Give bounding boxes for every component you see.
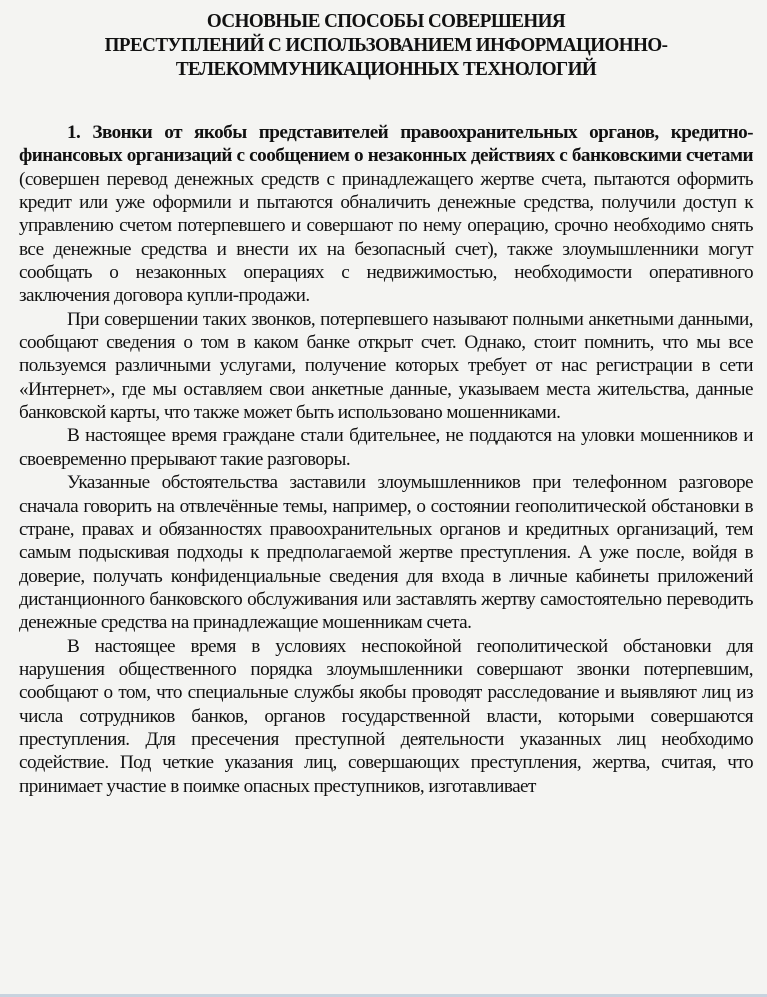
paragraph-1 bbox=[19, 121, 753, 308]
paragraph-3: В настоящее время граждане стали бдительнее, не поддаются на уловки мошенников и своевременно прерывают такие разговоры. bbox=[19, 425, 753, 470]
title-line: ОСНОВНЫЕ СПОСОБЫ СОВЕРШЕНИЯ bbox=[206, 10, 566, 32]
paragraph-2: При совершении таких звонков, потерпевшего называют полными анкетными данными, сообщают сведения о том в каком банке открыт счет. Однако, стоит помнить, что мы все пользуемся различными услугами, получение которых требует от нас регистрации в сети «Интернет», где мы оставляем свои анкетные данные, указываем места жительства, данные банковской карты, что также может быть использовано мошенниками. bbox=[19, 308, 753, 424]
paragraph-5: В настоящее время в условиях неспокойной геополитической обстановки для нарушения общественного порядка злоумышленники совершают звонки потерпевшим, сообщают о том, что специальные службы якобы проводят расследование и выявляют лиц из числа сотрудников банков, органов государственной власти, которыми совершаются преступления. Для пресечения преступной деятельности указанных лиц необходимо содействие. Под четкие указания лиц, совершающих преступления, жертва, считая, что принимает участие в поимке опасных преступников, изготавливает bbox=[19, 635, 753, 797]
document-body bbox=[19, 121, 753, 798]
title-line: ТЕЛЕКОММУНИКАЦИОННЫХ ТЕХНОЛОГИЙ bbox=[175, 58, 597, 80]
paragraph-text: (совершен перевод денежных средств с принадлежащего жертве счета, пытаются оформить кредит или уже оформили и пытаются обналичить денежные средства, получили доступ к управлению счетом потерпевшего и совершают по нему операцию, срочно необходимо снять все денежные средства и внести их на безопасный счет), также злоумышленники могут сообщать о незаконных операциях с недвижимостью, необходимости оперативного заключения договора купли-продажи. bbox=[19, 168, 753, 307]
paragraph-heading: 1. Звонки от якобы представителей правоохранительных органов, кредитно-финансовых организаций с сообщением о незаконных действиях с банковскими счетами bbox=[19, 122, 753, 167]
paragraph-4: Указанные обстоятельства заставили злоумышленников при телефонном разговоре сначала говорить на отвлечённые темы, например, о состоянии геополитической обстановки в стране, правах и обязанностях правоохранительных органов и кредитных организаций, тем самым подыскивая подходы к предполагаемой жертве преступления. А уже после, войдя в доверие, получать конфиденциальные сведения для входа в личные кабинеты приложений дистанционного банковского обслуживания или заставлять жертву самостоятельно переводить денежные средства на принадлежащие мошенникам счета. bbox=[19, 472, 753, 634]
document-title bbox=[45, 0, 728, 81]
title-line: ПРЕСТУПЛЕНИЙ С ИСПОЛЬЗОВАНИЕМ ИНФОРМАЦИОННО- bbox=[104, 34, 668, 56]
